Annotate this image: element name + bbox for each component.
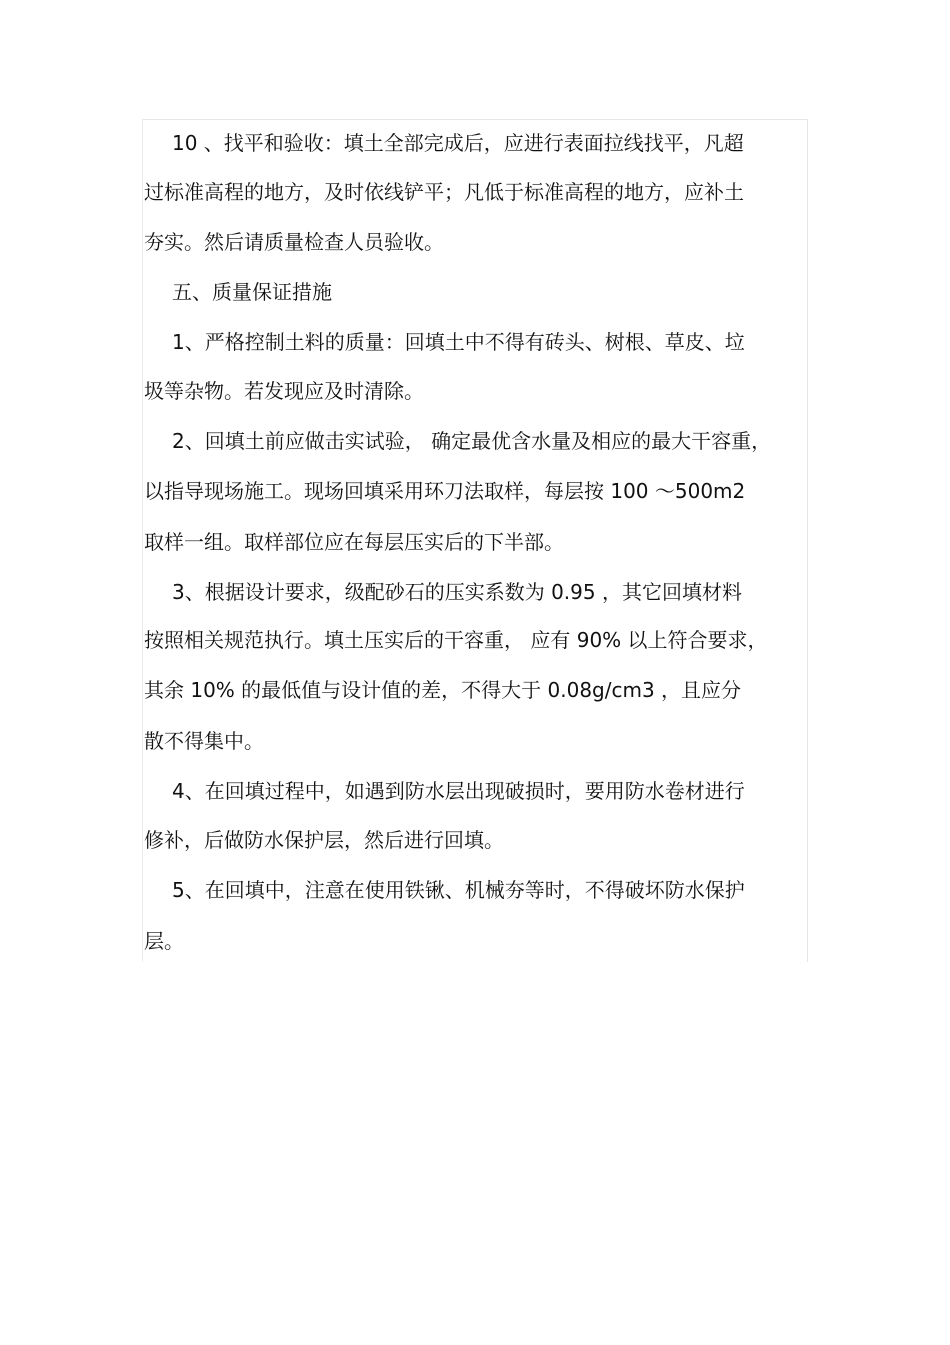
text-line: 取样一组。取样部位应在每层压实后的下半部。 xyxy=(144,530,564,554)
text-line: 4、在回填过程中，如遇到防水层出现破损时，要用防水卷材进行 xyxy=(172,779,745,803)
text-line: 夯实。然后请质量检查人员验收。 xyxy=(144,230,444,254)
text-line: 散不得集中。 xyxy=(144,729,264,753)
text-line: 2、回填土前应做击实试验， 确定最优含水量及相应的最大干容重， xyxy=(172,429,772,453)
text-line: 以指导现场施工。现场回填采用环刀法取样，每层按 100 ～500m2 xyxy=(144,479,746,503)
text-line: 10 、找平和验收：填土全部完成后，应进行表面拉线找平，凡超 xyxy=(172,131,744,155)
text-line: 层。 xyxy=(144,929,184,953)
text-line: 1、严格控制土料的质量：回填土中不得有砖头、树根、草皮、垃 xyxy=(172,330,745,354)
text-line: 其余 10% 的最低值与设计值的差，不得大于 0.08g/cm3 ，且应分 xyxy=(144,678,742,702)
text-line: 修补，后做防水保护层，然后进行回填。 xyxy=(144,828,504,852)
text-line: 过标准高程的地方，及时依线铲平；凡低于标准高程的地方，应补土 xyxy=(144,180,744,204)
section-heading: 五、质量保证措施 xyxy=(172,280,332,304)
text-line: 5、在回填中，注意在使用铁锹、机械夯等时，不得破坏防水保护 xyxy=(172,878,745,902)
text-line: 圾等杂物。若发现应及时清除。 xyxy=(144,379,424,403)
text-line: 3、根据设计要求，级配砂石的压实系数为 0.95 ，其它回填材料 xyxy=(172,580,742,604)
text-line: 按照相关规范执行。填土压实后的干容重， 应有 90% 以上符合要求， xyxy=(144,628,768,652)
